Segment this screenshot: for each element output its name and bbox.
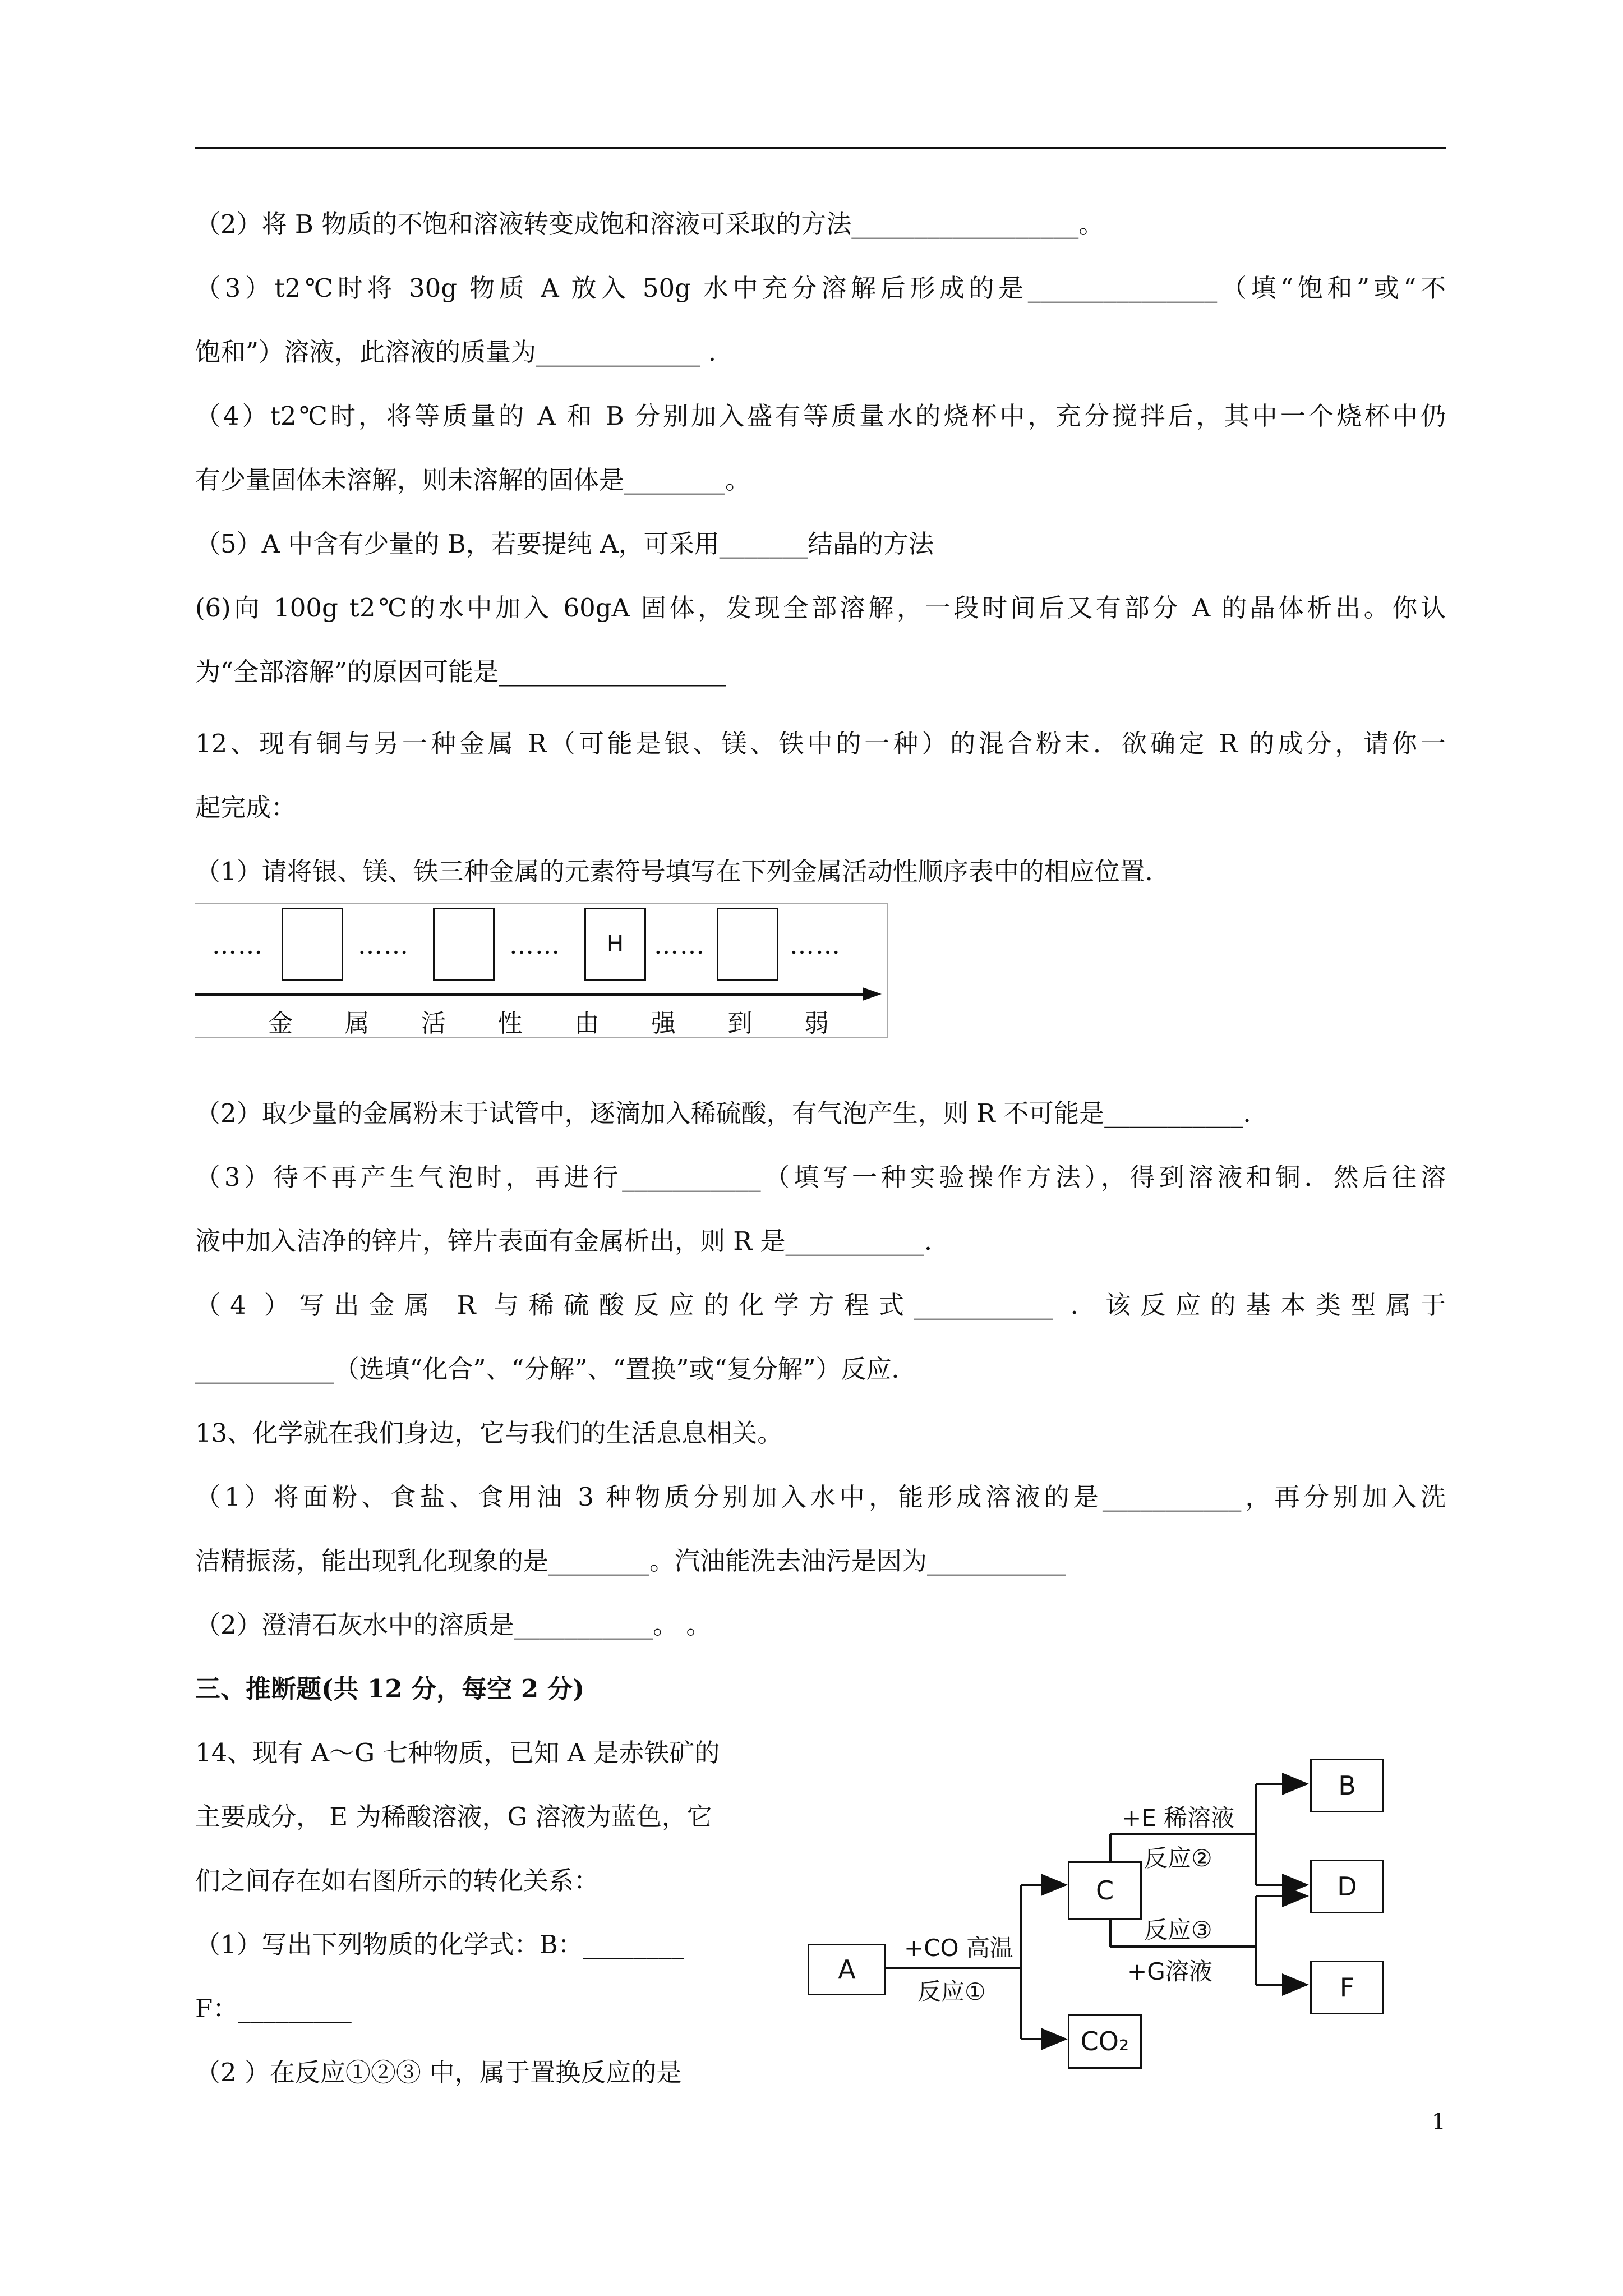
text-line: 起完成：: [195, 793, 297, 822]
caption-char: 属: [344, 1009, 370, 1038]
hydrogen-box: H: [584, 908, 646, 981]
activity-series-figure: [195, 903, 888, 1037]
ellipsis: ……: [654, 931, 706, 960]
ellipsis: ……: [358, 931, 409, 960]
text-line: ___________（选填“化合”、“分解”、“置换”或“复分解”）反应．: [195, 1354, 917, 1384]
caption-char: 性: [497, 1009, 523, 1038]
header-rule: [195, 147, 1446, 149]
node-co2: CO₂: [1068, 2014, 1142, 2069]
text-line: 有少量固体未溶解，则未溶解的固体是________。: [195, 465, 751, 495]
text-line: （2 ）在反应①②③ 中，属于置换反应的是: [195, 2058, 682, 2087]
reaction-1-label: 反应①: [917, 1978, 986, 2005]
text-line: 洁精振荡，能出现乳化现象的是________。汽油能洗去油污是因为___________: [195, 1546, 1066, 1576]
text-line: （1）写出下列物质的化学式：B：________: [195, 1930, 684, 1959]
text-line: 们之间存在如右图所示的转化关系：: [195, 1866, 600, 1895]
text-line: （2）取少量的金属粉末于试管中，逐滴加入稀硫酸，有气泡产生，则 R 不可能是___________．: [195, 1098, 1269, 1128]
caption-char: 弱: [804, 1009, 829, 1038]
reaction-diagram: [808, 1733, 1402, 2070]
page-number: 1: [1431, 2109, 1446, 2135]
blank-box: [282, 908, 343, 981]
text-line: 12、现有铜与另一种金属 R（可能是银、镁、铁中的一种）的混合粉末．欲确定 R 的成分，请你一: [195, 729, 1446, 758]
node-d: D: [1310, 1860, 1384, 1913]
text-line: （1）请将银、镁、铁三种金属的元素符号填写在下列金属活动性顺序表中的相应位置．: [195, 857, 1170, 886]
text-line: （2）将 B 物质的不饱和溶液转变成饱和溶液可采取的方法__________________。: [195, 209, 1104, 239]
text-line: 14、现有 A～G 七种物质，已知 A 是赤铁矿的: [195, 1738, 720, 1768]
text-line: （3）t2℃时将 30g 物质 A 放入 50g 水中充分溶解后形成的是_______________（填“饱和”或“不: [195, 273, 1446, 303]
arrow-caption: [268, 1003, 829, 1039]
text-line: 主要成分， E 为稀酸溶液，G 溶液为蓝色，它: [195, 1802, 712, 1832]
node-a: A: [808, 1944, 886, 1995]
reaction-3-label: 反应③: [1144, 1916, 1212, 1944]
ellipsis: ……: [509, 931, 561, 960]
reaction-3-condition: +G溶液: [1127, 1958, 1212, 1985]
caption-char: 强: [651, 1009, 676, 1038]
text-line: 液中加入洁净的锌片，锌片表面有金属析出，则 R 是___________．: [195, 1226, 949, 1256]
text-line: （5）A 中含有少量的 B，若要提纯 A，可采用_______结晶的方法: [195, 529, 934, 559]
reaction-1-condition: +CO 高温: [904, 1934, 1013, 1962]
text-line: （1）将面粉、食盐、食用油 3 种物质分别加入水中，能形成溶液的是___________，再分别加入洗: [195, 1482, 1446, 1512]
caption-char: 金: [268, 1009, 293, 1038]
node-c: C: [1068, 1861, 1142, 1920]
text-line: 13、化学就在我们身边，它与我们的生活息息相关。: [195, 1418, 783, 1448]
text-line: (6)向 100g t2℃的水中加入 60gA 固体，发现全部溶解，一段时间后又有部分 A 的晶体析出。你认: [195, 593, 1446, 623]
section-heading: 三、推断题(共 12 分，每空 2 分): [195, 1674, 585, 1704]
text-line: F：_________: [195, 1994, 352, 2023]
arrowhead-icon: [863, 987, 882, 1001]
text-line: （4）t2℃时，将等质量的 A 和 B 分别加入盛有等质量水的烧杯中，充分搅拌后，其中一个烧杯中仍: [195, 401, 1446, 431]
blank-box: [433, 908, 495, 981]
reaction-2-condition: +E 稀溶液: [1122, 1804, 1235, 1832]
text-line: 饱和”）溶液，此溶液的质量为_____________ .: [195, 337, 717, 367]
reaction-2-label: 反应②: [1144, 1844, 1212, 1872]
ellipsis: ……: [212, 931, 264, 960]
arrow-line: [195, 993, 868, 996]
text-line: 为“全部溶解”的原因可能是__________________: [195, 657, 726, 687]
caption-char: 到: [727, 1009, 753, 1038]
node-f: F: [1310, 1961, 1384, 2014]
caption-char: 由: [574, 1009, 600, 1038]
blank-box: [717, 908, 778, 981]
text-line: （2）澄清石灰水中的溶质是___________。 。: [195, 1610, 712, 1640]
node-b: B: [1310, 1759, 1384, 1812]
text-line: （3）待不再产生气泡时，再进行___________（填写一种实验操作方法），得到溶液和铜．然后往溶: [195, 1162, 1446, 1192]
ellipsis: ……: [790, 931, 841, 960]
caption-char: 活: [421, 1009, 446, 1038]
text-line: （4 ）写出金属 R 与稀硫酸反应的化学方程式___________ ．该反应的基本类型属于: [195, 1290, 1446, 1320]
